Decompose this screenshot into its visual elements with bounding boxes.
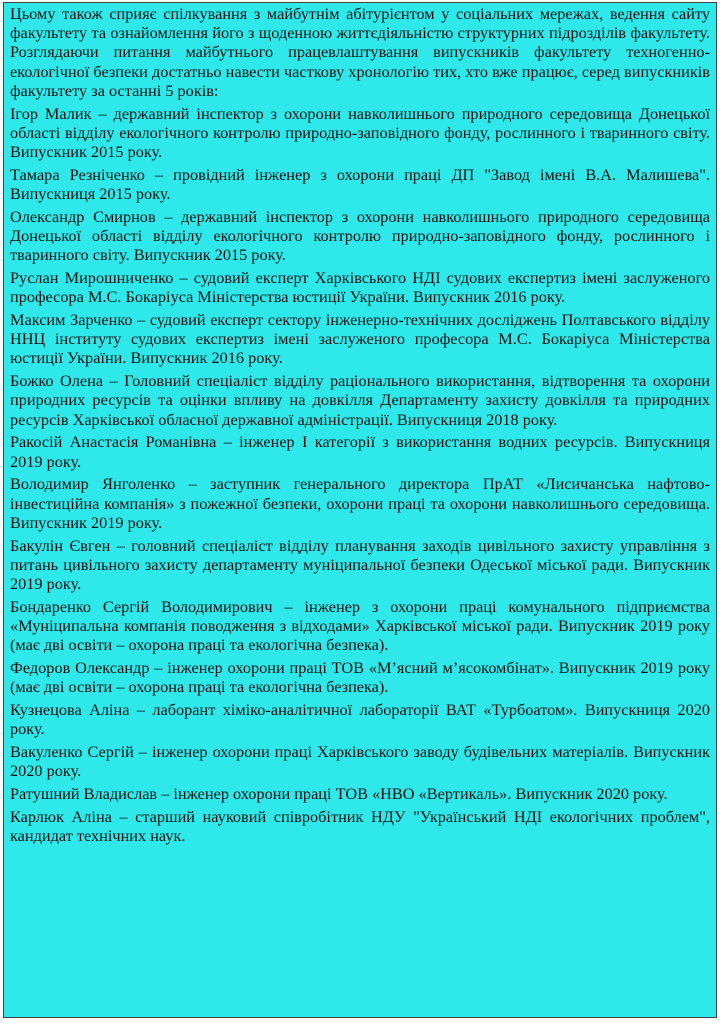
graduate-entry: Кузнецова Аліна – лаборант хіміко-аналітичної лабораторії ВАТ «Турбоатом». Випускниця 2020 року.: [10, 700, 710, 739]
intro-paragraph: Цьому також сприяє спілкування з майбутнім абітурієнтом у соціальних мережах, ведення сайту факультету та ознайомлення його з щоденною життєдіяльністю структурних підрозділів факультету. Розглядаючи питання майбутнього працевлаштування випускників факультету техногенно-екологічної безпеки достатньо навести часткову хронологію тих, хто вже працює, серед випускників факультету за останні 5 років:: [10, 4, 710, 100]
graduate-entry: Ігор Малик – державний інспектор з охорони навколишнього природного середовища Донецької області відділу екологічного контролю природно-заповідного фонду, рослинного і тваринного світу. Випускник 2015 року.: [10, 103, 710, 162]
graduate-entry: Вакуленко Сергій – інженер охорони праці Харківського заводу будівельних матеріалів. Випускник 2020 року.: [10, 742, 710, 781]
graduate-entry: Володимир Янголенко – заступник генерального директора ПрАТ «Лисичанська нафтово-інвестиційна компанія» з пожежної безпеки, охорони праці та охорони навколишнього середовища. Випускник 2019 року.: [10, 474, 710, 532]
graduate-entry: Карлюк Аліна – старший науковий співробітник НДУ "Український НДІ екологічних проблем", кандидат технічних наук.: [10, 806, 710, 846]
graduate-entry: Олександр Смирнов – державний інспектор з охорони навколишнього природного середовища Донецької області відділу екологічного контролю природно-заповідного фонду, рослинного і тваринного світу. Випускник 2015 року.: [10, 206, 710, 265]
graduate-entry: Тамара Резніченко – провідний інженер з охорони праці ДП "Завод імені В.А. Малишева". Випускниця 2015 року.: [10, 164, 710, 204]
graduate-entry: Бондаренко Сергій Володимирович – інженер з охорони праці комунального підприємства «Муніципальна компанія поводження з відходами» Харківської міської ради. Випускник 2019 року (має дві освіти – охорона праці та екологічна безпека).: [10, 596, 710, 655]
graduate-entry: Максим Зарченко – судовий експерт сектору інженерно-технічних досліджень Полтавського відділу ННЦ інституту судових експертиз імені заслуженого професора М.С. Бокаріуса Міністерства юстиції України. Випускник 2016 року.: [10, 310, 710, 368]
graduate-entry: Божко Олена – Головний спеціаліст відділу раціонального використання, відтворення та охорони природних ресурсів та оцінки впливу на довкілля Департаменту захисту довкілля та природних ресурсів Харківської обласної державної адміністрації. Випускниця 2018 року.: [10, 371, 710, 429]
graduates-list: [10, 104, 710, 846]
graduate-entry: Руслан Мирошниченко – судовий експерт Харківського НДІ судових експертиз імені заслуженого професора М.С. Бокаріуса Міністерства юстиції України. Випускник 2016 року.: [10, 268, 710, 307]
document-page: [3, 2, 717, 1018]
graduate-entry: Ракосій Анастасія Романівна – інженер І категорії з використання водних ресурсів. Випускниця 2019 року.: [10, 432, 710, 471]
graduate-entry: Бакулін Євген – головний спеціаліст відділу планування заходів цивільного захисту управління з питань цивільного захисту департаменту муніципальної безпеки Одеської міської ради. Випускник 2019 року.: [10, 535, 710, 594]
graduate-entry: Ратушний Владислав – інженер охорони праці ТОВ «НВО «Вертикаль». Випускник 2020 року.: [10, 784, 668, 804]
graduate-entry: Федоров Олександр – інженер охорони праці ТОВ «М’ясний м’ясокомбінат». Випускник 2019 року (має дві освіти – охорона праці та екологічна безпека).: [10, 658, 710, 697]
